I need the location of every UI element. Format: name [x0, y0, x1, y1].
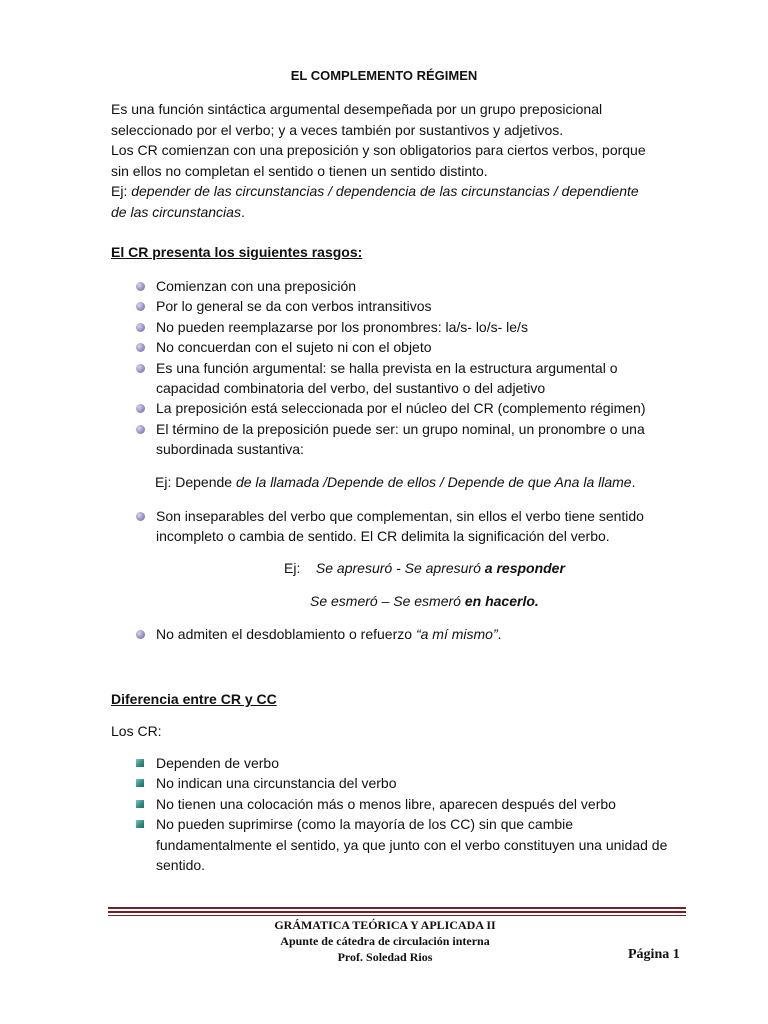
footer-note: Apunte de cátedra de circulación interna	[280, 934, 490, 948]
list-item: No admiten el desdoblamiento o refuerzo “a mí mismo”.	[133, 624, 673, 644]
bullet-icon	[136, 404, 145, 413]
bullet-icon	[136, 512, 145, 521]
list-item: Son inseparables del verbo que complementan, sin ellos el verbo tiene sentido incompleto o cambia de sentido. El CR delimita la significación del verbo.	[133, 506, 673, 547]
list-item: No indican una circunstancia del verbo	[133, 773, 673, 793]
list-item: Dependen de verbo	[133, 753, 673, 773]
intro-line: sin ellos no completan el sentido o tienen un sentido distinto.	[111, 162, 488, 179]
diferencia-list	[133, 753, 673, 875]
list-item: Es una función argumental: se halla prevista en la estructura argumental o capacidad combinatoria del verbo, del sustantivo o del adjetivo	[133, 358, 673, 399]
example-depende: Ej: Depende de la llamada /Depende de ellos / Depende de que Ana la llame.	[155, 474, 636, 490]
example-esmero: Se esmeró – Se esmeró en hacerlo.	[310, 593, 539, 609]
intro-line: Es una función sintáctica argumental desempeñada por un grupo preposicional	[111, 101, 603, 117]
bullet-icon	[136, 302, 145, 311]
list-item: La preposición está seleccionada por el núcleo del CR (complemento régimen)	[133, 398, 673, 418]
example-text: de las circunstancias	[111, 203, 241, 220]
list-item: No tienen una colocación más o menos libre, aparecen después del verbo	[133, 794, 673, 814]
rasgos-heading: El CR presenta los siguientes rasgos:	[111, 244, 363, 260]
intro-paragraph	[111, 99, 671, 223]
footer-rule	[108, 907, 686, 916]
page-number: Página 1	[628, 947, 680, 962]
bullet-icon	[136, 323, 145, 332]
intro-example-cont: de las circunstancias.	[111, 203, 245, 220]
los-cr-label: Los CR:	[111, 723, 162, 739]
rasgos-list-end	[133, 624, 673, 644]
square-bullet-icon	[136, 759, 144, 767]
bullet-icon	[136, 343, 145, 352]
footer-course: GRÁMATICA TEÓRICA Y APLICADA II	[274, 918, 496, 932]
list-item: Por lo general se da con verbos intransitivos	[133, 296, 673, 316]
example-label: Ej:	[111, 183, 132, 200]
bullet-icon	[136, 425, 145, 434]
bullet-icon	[136, 282, 145, 291]
intro-line: Los CR comienzan con una preposición y son obligatorios para ciertos verbos, porque	[111, 142, 646, 159]
square-bullet-icon	[136, 820, 144, 828]
diferencia-heading: Diferencia entre CR y CC	[111, 691, 277, 707]
rasgos-list	[133, 276, 673, 460]
example-apresuro: Ej: Se apresuró - Se apresuró a responder	[284, 560, 565, 576]
list-item: No concuerdan con el sujeto ni con el objeto	[133, 337, 673, 357]
intro-line: seleccionado por el verbo; y a veces también por sustantivos y adjetivos.	[111, 121, 564, 138]
rasgos-list-cont	[133, 506, 673, 547]
list-item: No pueden reemplazarse por los pronombres: la/s- lo/s- le/s	[133, 317, 673, 337]
bullet-icon	[136, 364, 145, 373]
document-title: EL COMPLEMENTO RÉGIMEN	[290, 68, 478, 83]
list-item: No pueden suprimirse (como la mayoría de los CC) sin que cambie fundamentalmente el sentido, ya que junto con el verbo constituyen una unidad de sentido.	[133, 814, 673, 875]
example-text: depender de las circunstancias / dependencia de las circunstancias / dependiente	[131, 183, 639, 200]
footer-author: Prof. Soledad Rios	[337, 950, 433, 964]
intro-example	[111, 181, 671, 202]
list-item: El término de la preposición puede ser: un grupo nominal, un pronombre o una subordinada sustantiva:	[133, 419, 673, 460]
list-item: Comienzan con una preposición	[133, 276, 673, 296]
square-bullet-icon	[136, 800, 144, 808]
bullet-icon	[136, 630, 145, 639]
square-bullet-icon	[136, 779, 144, 787]
